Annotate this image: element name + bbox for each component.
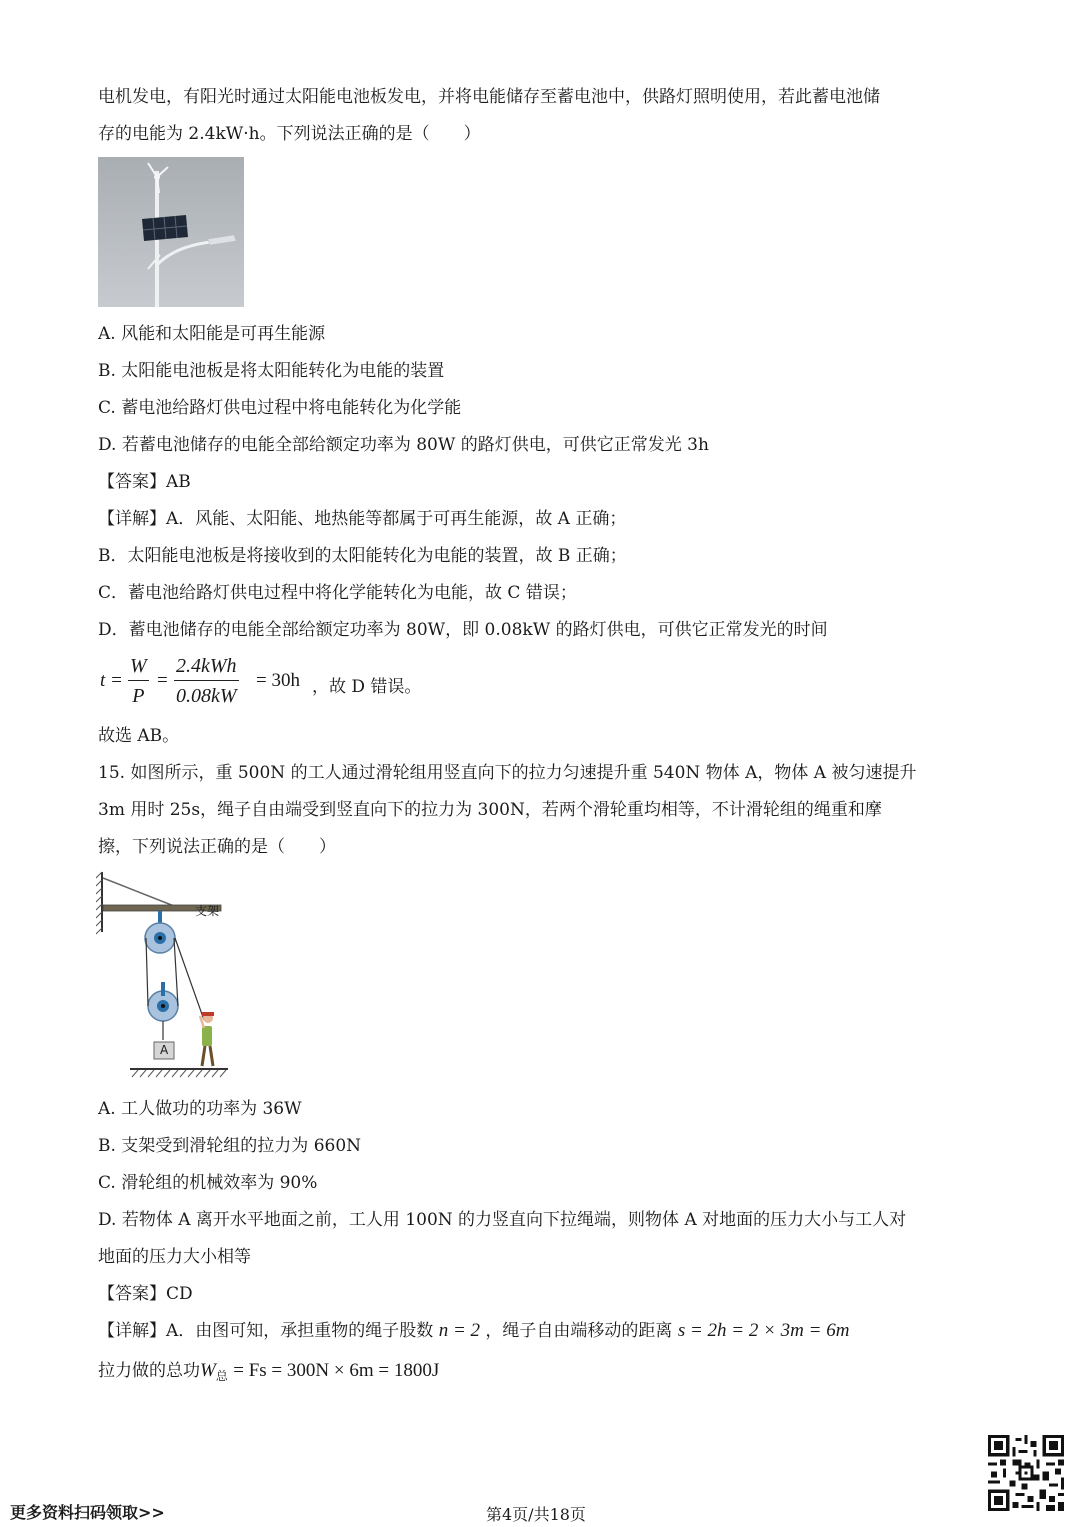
q14-conclusion: 故选 AB。 [98, 726, 180, 746]
q15-detail2-text: 拉力做的总功 [98, 1361, 200, 1381]
q15-detail1-text: 【详解】A．由图可知，承担重物的绳子股数 [98, 1321, 434, 1341]
formula-rhs: = 30h [256, 670, 300, 691]
formula-lhs: t = [100, 670, 123, 691]
q15-option-b: B. 支架受到滑轮组的拉力为 660N [98, 1136, 362, 1156]
q14-detail-a: 【详解】A．风能、太阳能、地热能等都属于可再生能源，故 A 正确； [98, 509, 627, 529]
formula-eq: = [157, 670, 168, 691]
q14-detail-b: B．太阳能电池板是将接收到的太阳能转化为电能的装置，故 B 正确； [98, 546, 627, 566]
formula-frac-energy [174, 654, 239, 708]
q14-option-c: C. 蓄电池给路灯供电过程中将电能转化为化学能 [98, 398, 462, 418]
q15-detail-line2 [98, 1360, 439, 1387]
formula-frac-w-p [128, 654, 149, 708]
formula-frac1-den: P [132, 685, 145, 707]
q15-stem-line3: 擦，下列说法正确的是（ ） [98, 837, 336, 857]
page-number: 第4页/共18页 [486, 1505, 586, 1524]
qr-code[interactable] [988, 1435, 1064, 1511]
pulley-figure [96, 870, 246, 1085]
q14-option-a: A. 风能和太阳能是可再生能源 [98, 324, 326, 344]
streetlight-photo [98, 157, 244, 307]
q15-detail1-s: s = 2h = 2 × 3m = 6m [677, 1320, 850, 1341]
q14-answer: 【答案】AB [98, 472, 191, 492]
q15-detail2-w: W [200, 1360, 216, 1381]
formula-frac1-num: W [128, 654, 149, 681]
q15-detail2-sub: 总 [215, 1369, 228, 1383]
q15-option-d: D. 若物体 A 离开水平地面之前，工人用 100N 的力竖直向下拉绳端，则物体 A 对地面的压力大小与工人对 [98, 1210, 907, 1230]
q14-stem-line2: 存的电能为 2.4kW·h。下列说法正确的是（ ） [98, 124, 481, 144]
q15-stem-line2: 3m 用时 25s，绳子自由端受到竖直向下的拉力为 300N，若两个滑轮重均相等，不计滑轮组的绳重和摩 [98, 800, 882, 820]
q15-detail-line1 [98, 1320, 849, 1342]
formula-tail: ，故 D 错误。 [312, 677, 422, 697]
q14-option-b: B. 太阳能电池板是将太阳能转化为电能的装置 [98, 361, 445, 381]
q14-option-d: D. 若蓄电池储存的电能全部给额定功率为 80W 的路灯供电，可供它正常发光 3h [98, 435, 709, 455]
figure-label-block-a: A [160, 1043, 169, 1057]
q14-detail-d: D．蓄电池储存的电能全部给额定功率为 80W，即 0.08kW 的路灯供电，可供它正常发光的时间 [98, 620, 828, 640]
q14-stem-line1: 电机发电，有阳光时通过太阳能电池板发电，并将电能储存至蓄电池中，供路灯照明使用，若此蓄电池储 [98, 87, 880, 107]
q15-detail2-eq: = Fs = 300N × 6m = 1800J [233, 1360, 440, 1381]
q15-detail1-n: n = 2 [438, 1320, 481, 1341]
footer-scan-link[interactable]: 更多资料扫码领取>> [10, 1503, 165, 1522]
q15-option-a: A. 工人做功的功率为 36W [98, 1099, 302, 1119]
q15-stem-line1: 15. 如图所示，重 500N 的工人通过滑轮组用竖直向下的拉力匀速提升重 540N 物体 A，物体 A 被匀速提升 [98, 763, 917, 783]
q15-detail1-mid: ，绳子自由端移动的距离 [485, 1321, 673, 1341]
q15-option-c: C. 滑轮组的机械效率为 90% [98, 1173, 318, 1193]
formula-frac2-num: 2.4kWh [174, 654, 239, 681]
formula-frac2-den: 0.08kW [176, 685, 237, 707]
q14-detail-c: C．蓄电池给路灯供电过程中将化学能转化为电能，故 C 错误； [98, 583, 577, 603]
figure-label-bracket: 支架 [195, 904, 220, 918]
q15-option-d-cont: 地面的压力大小相等 [98, 1247, 251, 1267]
q15-answer: 【答案】CD [98, 1284, 193, 1304]
